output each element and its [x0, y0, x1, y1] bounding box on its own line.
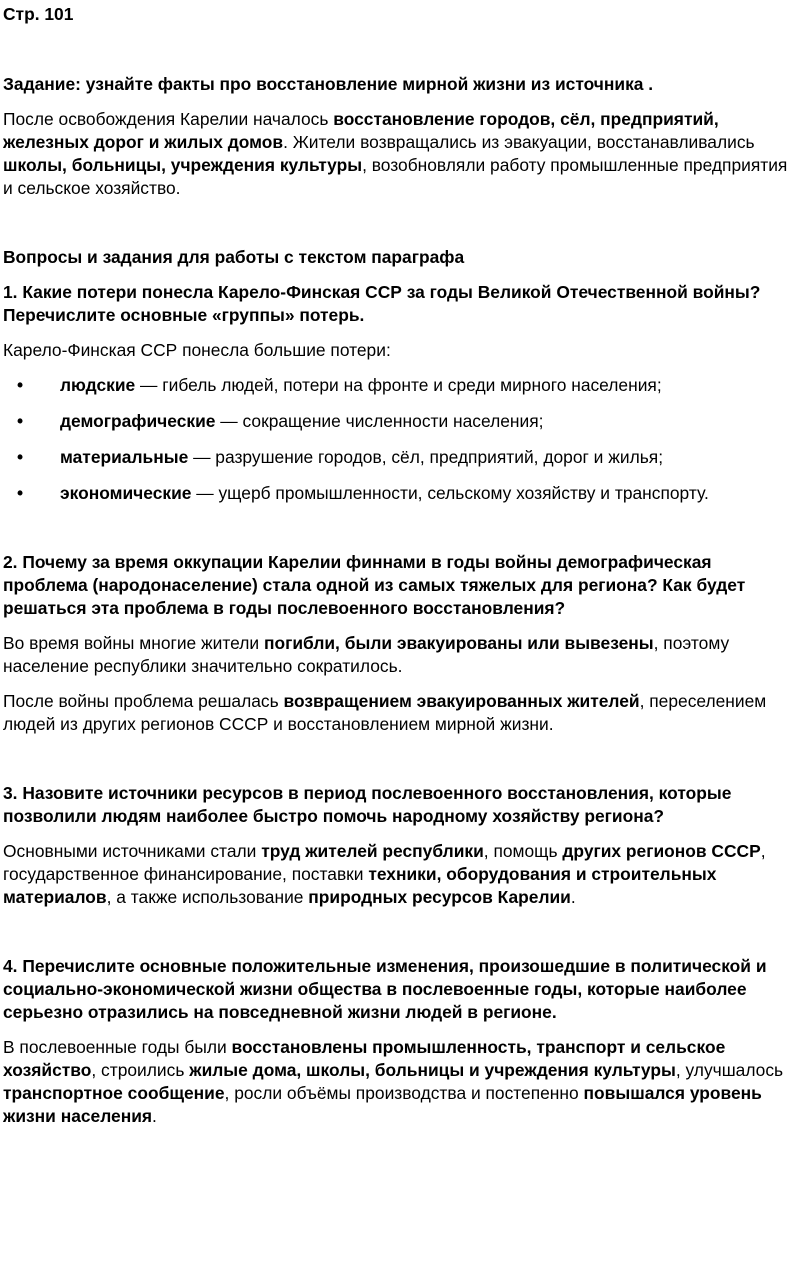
- list-item-term: экономические: [60, 483, 192, 503]
- text: Во время войны многие жители: [3, 633, 264, 653]
- bullet-icon: •: [17, 447, 24, 467]
- answer-4-paragraph: [3, 1036, 796, 1128]
- bold-text: природных ресурсов Карелии: [308, 887, 571, 907]
- bullet-icon: •: [17, 483, 24, 503]
- text: , строились: [91, 1060, 190, 1080]
- list-item-term: людские: [60, 375, 136, 395]
- list-item: [3, 410, 796, 433]
- task-heading: Задание: узнайте факты про восстановление мирной жизни из источника .: [3, 74, 654, 94]
- list-item-term: материальные: [60, 447, 189, 467]
- bold-text: повышался уровень жизни населения: [3, 1083, 762, 1126]
- list-item-text: — разрушение городов, сёл, предприятий, дорог и жилья;: [188, 447, 664, 467]
- text: , поэтому население республики значительно сократилось.: [3, 633, 730, 676]
- bold-text: жилые дома, школы, больницы и учреждения культуры: [189, 1060, 676, 1080]
- bold-text: техники, оборудования и строительных материалов: [3, 864, 717, 907]
- text: .: [152, 1106, 157, 1126]
- bold-text: восстановлены промышленность, транспорт и сельское хозяйство: [3, 1037, 726, 1080]
- task-paragraph: [3, 108, 796, 200]
- list-item: [3, 482, 796, 505]
- text: , а также использование: [106, 887, 309, 907]
- question-3: 3. Назовите источники ресурсов в период послевоенного восстановления, которые позволили людям наиболее быстро помочь народному хозяйству региона?: [3, 783, 732, 826]
- list-item: [3, 446, 796, 469]
- bullet-icon: •: [17, 375, 24, 395]
- list-item-text: — ущерб промышленности, сельскому хозяйству и транспорту.: [191, 483, 709, 503]
- answer-2-paragraph-1: [3, 632, 796, 678]
- bold-text: транспортное сообщение: [3, 1083, 225, 1103]
- text: . Жители возвращались из эвакуации, восстанавливались: [283, 132, 755, 152]
- bold-text: восстановление городов, сёл, предприятий, железных дорог и жилых домов: [3, 109, 719, 152]
- answer-1-intro: Карело-Финская ССР понесла большие потери:: [3, 340, 391, 360]
- text: , росли объёмы производства и постепенно: [224, 1083, 584, 1103]
- bullet-icon: •: [17, 411, 24, 431]
- text: , возобновляли работу промышленные предприятия и сельское хозяйство.: [3, 155, 788, 198]
- text: , государственное финансирование, поставки: [3, 841, 766, 884]
- bold-text: возвращением эвакуированных жителей: [283, 691, 640, 711]
- list-item: [3, 374, 796, 397]
- list-item-term: демографические: [60, 411, 216, 431]
- text: , переселением людей из других регионов СССР и восстановлением мирной жизни.: [3, 691, 767, 734]
- list-item-text: — сокращение численности населения;: [215, 411, 544, 431]
- text: , помощь: [483, 841, 563, 861]
- list-item-text: — гибель людей, потери на фронте и среди мирного населения;: [135, 375, 662, 395]
- bold-text: труд жителей республики: [261, 841, 484, 861]
- question-2: 2. Почему за время оккупации Карелии финнами в годы войны демографическая проблема (народонаселение) стала одной из самых тяжелых для региона? Как будет решаться эта проблема в годы послевоенного восстановления?: [3, 552, 746, 618]
- document-content: [3, 73, 796, 1128]
- text: .: [570, 887, 576, 907]
- page-number: Стр. 101: [3, 4, 74, 24]
- question-4: 4. Перечислите основные положительные изменения, произошедшие в политической и социально-экономической жизни общества в послевоенные годы, которые наиболее серьезно отразились на повседневной жизни людей в регионе.: [3, 956, 767, 1022]
- losses-list: [3, 374, 796, 505]
- text: После освобождения Карелии началось: [3, 109, 334, 129]
- answer-3-paragraph: [3, 840, 796, 909]
- questions-heading: Вопросы и задания для работы с текстом параграфа: [3, 247, 465, 267]
- answer-2-paragraph-2: [3, 690, 796, 736]
- text: После войны проблема решалась: [3, 691, 284, 711]
- text: , улучшалось: [675, 1060, 784, 1080]
- text: В послевоенные годы были: [3, 1037, 232, 1057]
- text: Основными источниками стали: [3, 841, 262, 861]
- bold-text: других регионов СССР: [562, 841, 761, 861]
- bold-text: погибли, были эвакуированы или вывезены: [263, 633, 654, 653]
- bold-text: школы, больницы, учреждения культуры: [3, 155, 363, 175]
- question-1: 1. Какие потери понесла Карело-Финская ССР за годы Великой Отечественной войны? Перечислите основные «группы» потерь.: [3, 282, 761, 325]
